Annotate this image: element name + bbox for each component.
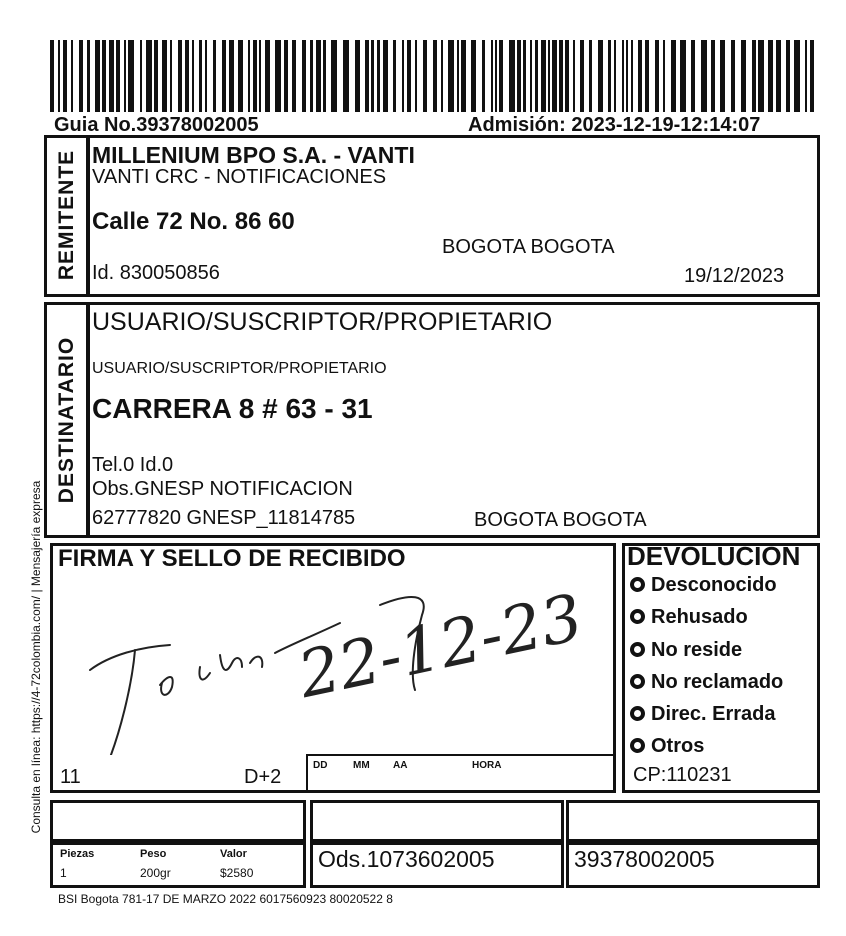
barcode-bar — [622, 40, 624, 112]
barcode-bar — [229, 40, 234, 112]
radio-circle-icon — [630, 609, 645, 624]
barcode-bar — [423, 40, 427, 112]
barcode-bar — [491, 40, 493, 112]
firma-handwritten-date: 22-12-23 — [292, 581, 589, 714]
header-piezas: Piezas — [60, 848, 95, 860]
date-field-dd: DD — [313, 760, 328, 771]
barcode-bar — [383, 40, 388, 112]
barcode-bar — [154, 40, 158, 112]
barcode-bar — [530, 40, 532, 112]
barcode-bar — [124, 40, 126, 112]
barcode-bar — [259, 40, 261, 112]
barcode-bar — [109, 40, 114, 112]
firma-title: FIRMA Y SELLO DE RECIBIDO — [58, 545, 406, 572]
barcode-bar — [638, 40, 642, 112]
guia-number: Guia No.39378002005 — [54, 114, 259, 136]
side-text: Consulta en línea: https://4-72colombia.com/ | Mensajería expresa — [29, 480, 43, 834]
barcode-bar — [731, 40, 735, 112]
barcode-bar — [213, 40, 216, 112]
barcode-bar — [680, 40, 686, 112]
barcode-bar — [146, 40, 152, 112]
date-field-hora: HORA — [472, 760, 502, 771]
barcode-bar — [457, 40, 459, 112]
barcode-bar — [331, 40, 337, 112]
barcode-bar — [71, 40, 73, 112]
devolucion-option-rehusado[interactable]: Rehusado — [630, 606, 748, 629]
barcode-bar — [441, 40, 443, 112]
barcode-bar — [170, 40, 172, 112]
barcode-bar — [614, 40, 616, 112]
devolucion-title: DEVOLUCION — [627, 541, 801, 571]
barcode-bar — [79, 40, 83, 112]
barcode-bar — [58, 40, 60, 112]
barcode-bar — [343, 40, 349, 112]
barcode-bar — [523, 40, 526, 112]
barcode-bar — [541, 40, 546, 112]
radio-circle-icon — [630, 706, 645, 721]
barcode-bar — [393, 40, 396, 112]
barcode-bar — [608, 40, 611, 112]
barcode-bar — [402, 40, 404, 112]
value-peso: 200gr — [140, 866, 171, 880]
barcode-bar — [433, 40, 437, 112]
barcode-bar — [758, 40, 764, 112]
destinatario-label: DESTINATARIO — [55, 336, 78, 504]
barcode-bar — [275, 40, 281, 112]
barcode-bar — [589, 40, 592, 112]
barcode-bar — [63, 40, 67, 112]
radio-circle-icon — [630, 674, 645, 689]
guia-num-bottom: 39378002005 — [574, 846, 715, 872]
bottom-right-top-box — [566, 800, 820, 842]
barcode-bar — [310, 40, 313, 112]
barcode-bar — [701, 40, 707, 112]
barcode-bar — [284, 40, 288, 112]
barcode-bar — [87, 40, 90, 112]
barcode-bar — [810, 40, 814, 112]
destinatario-tel: Tel.0 Id.0 — [92, 454, 174, 476]
barcode-bar — [95, 40, 100, 112]
barcode-bar — [655, 40, 659, 112]
destinatario-name-secondary: USUARIO/SUSCRIPTOR/PROPIETARIO — [92, 360, 387, 377]
remitente-address: Calle 72 No. 86 60 — [92, 208, 295, 235]
barcode-bar — [102, 40, 106, 112]
barcode-bar — [178, 40, 182, 112]
destinatario-ref: 62777820 GNESP_11814785 — [92, 507, 356, 529]
barcode-bar — [50, 40, 54, 112]
barcode-bar — [794, 40, 800, 112]
barcode-bar — [292, 40, 296, 112]
destinatario-address: CARRERA 8 # 63 - 31 — [92, 393, 373, 424]
barcode-bar — [461, 40, 466, 112]
remitente-company: MILLENIUM BPO S.A. - VANTI — [92, 142, 415, 168]
barcode-bar — [116, 40, 120, 112]
barcode-bar — [691, 40, 695, 112]
destinatario-name: USUARIO/SUSCRIPTOR/PROPIETARIO — [92, 308, 553, 336]
barcode-bar — [786, 40, 790, 112]
barcode-bar — [548, 40, 550, 112]
firma-left-code: 11 — [60, 766, 81, 788]
barcode-bar — [509, 40, 515, 112]
barcode-bar — [415, 40, 417, 112]
barcode-bar — [776, 40, 781, 112]
remitente-label: REMITENTE — [55, 149, 78, 281]
ods-number: Ods.1073602005 — [318, 846, 495, 872]
barcode-bar — [162, 40, 167, 112]
barcode-bar — [199, 40, 202, 112]
remitente-department: VANTI CRC - NOTIFICACIONES — [92, 166, 387, 188]
barcode-bar — [711, 40, 715, 112]
value-piezas: 1 — [60, 866, 67, 880]
barcode-bar — [741, 40, 746, 112]
devolucion-option-otros[interactable]: Otros — [630, 735, 704, 758]
barcode-bar — [128, 40, 134, 112]
barcode-bar — [377, 40, 380, 112]
admision-date: Admisión: 2023-12-19-12:14:07 — [468, 114, 761, 136]
barcode-bar — [565, 40, 569, 112]
footer-text: BSI Bogota 781-17 DE MARZO 2022 6017560923 80020522 8 — [58, 892, 393, 906]
barcode-bar — [448, 40, 454, 112]
barcode-bar — [768, 40, 773, 112]
barcode-bar — [805, 40, 807, 112]
date-field-mm: MM — [353, 760, 370, 771]
barcode-bar — [205, 40, 207, 112]
date-field-aa: AA — [393, 760, 408, 771]
header-peso: Peso — [140, 848, 167, 860]
barcode-bar — [499, 40, 503, 112]
remitente-city: BOGOTA BOGOTA — [442, 236, 615, 258]
barcode-bar — [626, 40, 628, 112]
barcode-bar — [482, 40, 485, 112]
barcode-bar — [552, 40, 557, 112]
remitente-date: 19/12/2023 — [684, 265, 785, 287]
barcode-bar — [471, 40, 476, 112]
barcode-bar — [323, 40, 326, 112]
barcode-bar — [192, 40, 194, 112]
firma-right-code: D+2 — [244, 766, 282, 788]
barcode-bar — [371, 40, 374, 112]
devolucion-option-no-reside[interactable]: No reside — [630, 639, 742, 662]
remitente-id: Id. 830050856 — [92, 262, 220, 284]
barcode-bar — [316, 40, 321, 112]
barcode-bar — [645, 40, 649, 112]
barcode-bar — [185, 40, 189, 112]
devolucion-option-desconocido[interactable]: Desconocido — [630, 574, 777, 597]
barcode-bar — [140, 40, 142, 112]
barcode-bar — [535, 40, 538, 112]
barcode — [50, 40, 820, 112]
barcode-bar — [265, 40, 270, 112]
radio-circle-icon — [630, 642, 645, 657]
barcode-bar — [573, 40, 575, 112]
barcode-bar — [631, 40, 633, 112]
devolucion-option-direc-errada[interactable]: Direc. Errada — [630, 703, 776, 726]
barcode-bar — [238, 40, 243, 112]
barcode-bar — [365, 40, 369, 112]
bottom-left-top-box — [50, 800, 306, 842]
value-valor: $2580 — [220, 866, 254, 880]
barcode-bar — [355, 40, 360, 112]
barcode-bar — [495, 40, 497, 112]
bottom-mid-top-box — [310, 800, 564, 842]
barcode-bar — [598, 40, 603, 112]
barcode-bar — [663, 40, 665, 112]
barcode-bar — [222, 40, 226, 112]
radio-circle-icon — [630, 738, 645, 753]
radio-circle-icon — [630, 577, 645, 592]
barcode-bar — [517, 40, 521, 112]
barcode-bar — [752, 40, 756, 112]
barcode-bar — [407, 40, 411, 112]
destinatario-obs: Obs.GNESP NOTIFICACION — [92, 478, 353, 500]
destinatario-city: BOGOTA BOGOTA — [474, 509, 647, 531]
devolucion-option-no-reclamado[interactable]: No reclamado — [630, 671, 783, 694]
header-valor: Valor — [220, 848, 247, 860]
devolucion-cp: CP:110231 — [633, 764, 732, 786]
barcode-bar — [580, 40, 584, 112]
barcode-bar — [302, 40, 306, 112]
barcode-bar — [671, 40, 676, 112]
barcode-bar — [720, 40, 725, 112]
barcode-bar — [248, 40, 250, 112]
barcode-bar — [253, 40, 257, 112]
barcode-bar — [559, 40, 563, 112]
